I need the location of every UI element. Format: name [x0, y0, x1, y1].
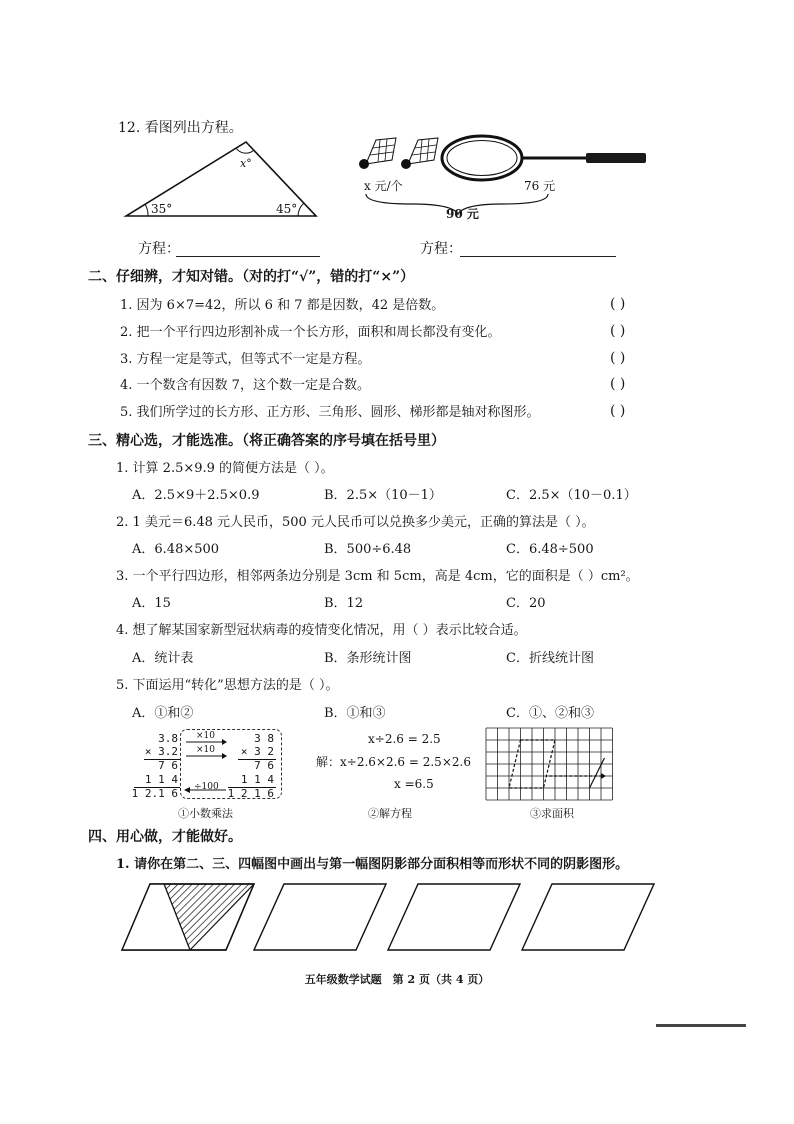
choice-q2-stem: 2. 1 美元＝6.48 元人民币，500 元人民币可以兑换多少美元，正确的算法是（ ）。 [116, 515, 595, 530]
judge-answer-5[interactable]: ( ) [610, 403, 626, 419]
choice-q4-option-b[interactable]: B．条形统计图 [324, 651, 412, 666]
parallelogram-4 [522, 884, 654, 950]
scan-mark [656, 1024, 746, 1027]
q12-title: 12. 看图列出方程。 [118, 120, 243, 136]
choice-q3-option-b[interactable]: B．12 [324, 596, 364, 611]
mult-left-line-3: 7 6 [158, 759, 178, 772]
mult-right-line-4: 1 1 4 [240, 773, 274, 786]
choice-q1-option-b[interactable]: B．2.5×（10－1） [324, 488, 442, 503]
choice-q4-option-c[interactable]: C．折线统计图 [506, 651, 594, 666]
arrow-label-div100: ÷100 [194, 782, 219, 792]
shuttlecock-icon [401, 138, 438, 169]
mult-right-line-2: × 3 2 [240, 745, 274, 758]
mult-left-line-4: 1 1 4 [144, 773, 178, 786]
mult-left-line-5: 1 2.1 6 [131, 787, 178, 800]
mult-right-line-5: 1 2 1 6 [227, 787, 274, 800]
equation-label-1: 方程： [138, 241, 180, 257]
arrow-label-times10-a: ×10 [196, 731, 215, 741]
angle-x-label: x° [240, 157, 252, 170]
section2-heading: 二、仔细辨，才知对错。（对的打“√”，错的打“×”） [88, 269, 415, 285]
choice-q5-option-b[interactable]: B．①和③ [324, 706, 386, 721]
choice-q5-option-c[interactable]: C．①、②和③ [506, 706, 594, 721]
mult-right-line-1: 3 8 [254, 732, 274, 745]
choice-q4-stem: 4. 想了解某国家新型冠状病毒的疫情变化情况，用（ ）表示比较合适。 [116, 623, 527, 638]
angle-35-label: 35° [151, 202, 173, 216]
choice-q2-option-b[interactable]: B．500÷6.48 [324, 542, 412, 557]
choice-q1-option-c[interactable]: C．2.5×（10－0.1） [506, 488, 637, 503]
equation-line-2: 解：x÷2.6×2.6 = 2.5×2.6 [316, 755, 471, 769]
racket-icon [442, 136, 646, 180]
choice-q1-stem: 1. 计算 2.5×9.9 的简便方法是（ ）。 [116, 461, 334, 476]
fig1-caption: ①小数乘法 [178, 807, 233, 820]
total-price-label: 90 元 [446, 207, 479, 221]
judge-item-2: 2. 把一个平行四边形割补成一个长方形，面积和周长都没有变化。 [120, 325, 501, 340]
arrow-label-times10-b: ×10 [196, 745, 215, 755]
choice-q5-option-a[interactable]: A．①和② [132, 706, 194, 721]
judge-answer-3[interactable]: ( ) [610, 350, 626, 366]
equation-label-2: 方程： [420, 241, 462, 257]
equation-answer-line-1[interactable] [176, 256, 320, 257]
section4-heading: 四、用心做，才能做好。 [88, 829, 242, 845]
parallelograms-figure [120, 878, 680, 956]
choice-q2-option-a[interactable]: A．6.48×500 [132, 542, 220, 557]
judge-answer-1[interactable]: ( ) [610, 296, 626, 312]
choice-q3-stem: 3. 一个平行四边形，相邻两条边分别是 3cm 和 5cm，高是 4cm，它的面积是（ ）cm²。 [116, 569, 639, 584]
judge-item-5: 5. 我们所学过的长方形、正方形、三角形、圆形、梯形都是轴对称图形。 [120, 405, 540, 420]
fig2-caption: ②解方程 [368, 807, 412, 820]
choice-q1-option-a[interactable]: A．2.5×9＋2.5×0.9 [132, 488, 260, 503]
judge-answer-2[interactable]: ( ) [610, 323, 626, 339]
judge-item-3: 3. 方程一定是等式，但等式不一定是方程。 [120, 352, 371, 367]
parallelogram-2 [254, 884, 386, 950]
price-right-label: 76 元 [524, 179, 556, 193]
choice-q5-stem: 5. 下面运用“转化”思想方法的是（ ）。 [116, 678, 339, 693]
fig3-caption: ③求面积 [530, 807, 574, 820]
mult-left-line-2: × 3.2 [144, 745, 178, 758]
parallelogram-1 [122, 884, 254, 950]
page-footer: 五年级数学试题 第 2 页（共 4 页） [304, 973, 490, 986]
choice-q3-option-a[interactable]: A．15 [132, 596, 171, 611]
section4-q1: 1. 请你在第二、三、四幅图中画出与第一幅图阴影部分面积相等而形状不同的阴影图形。 [116, 857, 629, 872]
price-left-label: x 元/个 [364, 179, 403, 193]
judge-item-1: 1. 因为 6×7=42，所以 6 和 7 都是因数，42 是倍数。 [120, 298, 445, 313]
choice-q3-option-c[interactable]: C．20 [506, 596, 546, 611]
judge-item-4: 4. 一个数含有因数 7，这个数一定是合数。 [120, 378, 370, 393]
mult-right-line-3: 7 6 [254, 759, 274, 772]
choice-q4-option-a[interactable]: A．统计表 [132, 651, 194, 666]
shuttlecock-icon [359, 138, 396, 169]
equation-line-3: x =6.5 [394, 777, 434, 791]
equation-answer-line-2[interactable] [460, 256, 616, 257]
choice-q2-option-c[interactable]: C．6.48÷500 [506, 542, 594, 557]
equation-line-1: x÷2.6 = 2.5 [368, 732, 441, 746]
angle-45-label: 45° [276, 202, 298, 216]
judge-answer-4[interactable]: ( ) [610, 376, 626, 392]
parallelogram-3 [388, 884, 520, 950]
arrows-svg [180, 738, 230, 794]
mult-left-line-1: 3.8 [158, 732, 178, 745]
section3-heading: 三、精心选，才能选准。（将正确答案的序号填在括号里） [88, 433, 445, 449]
grid-svg [484, 726, 616, 802]
